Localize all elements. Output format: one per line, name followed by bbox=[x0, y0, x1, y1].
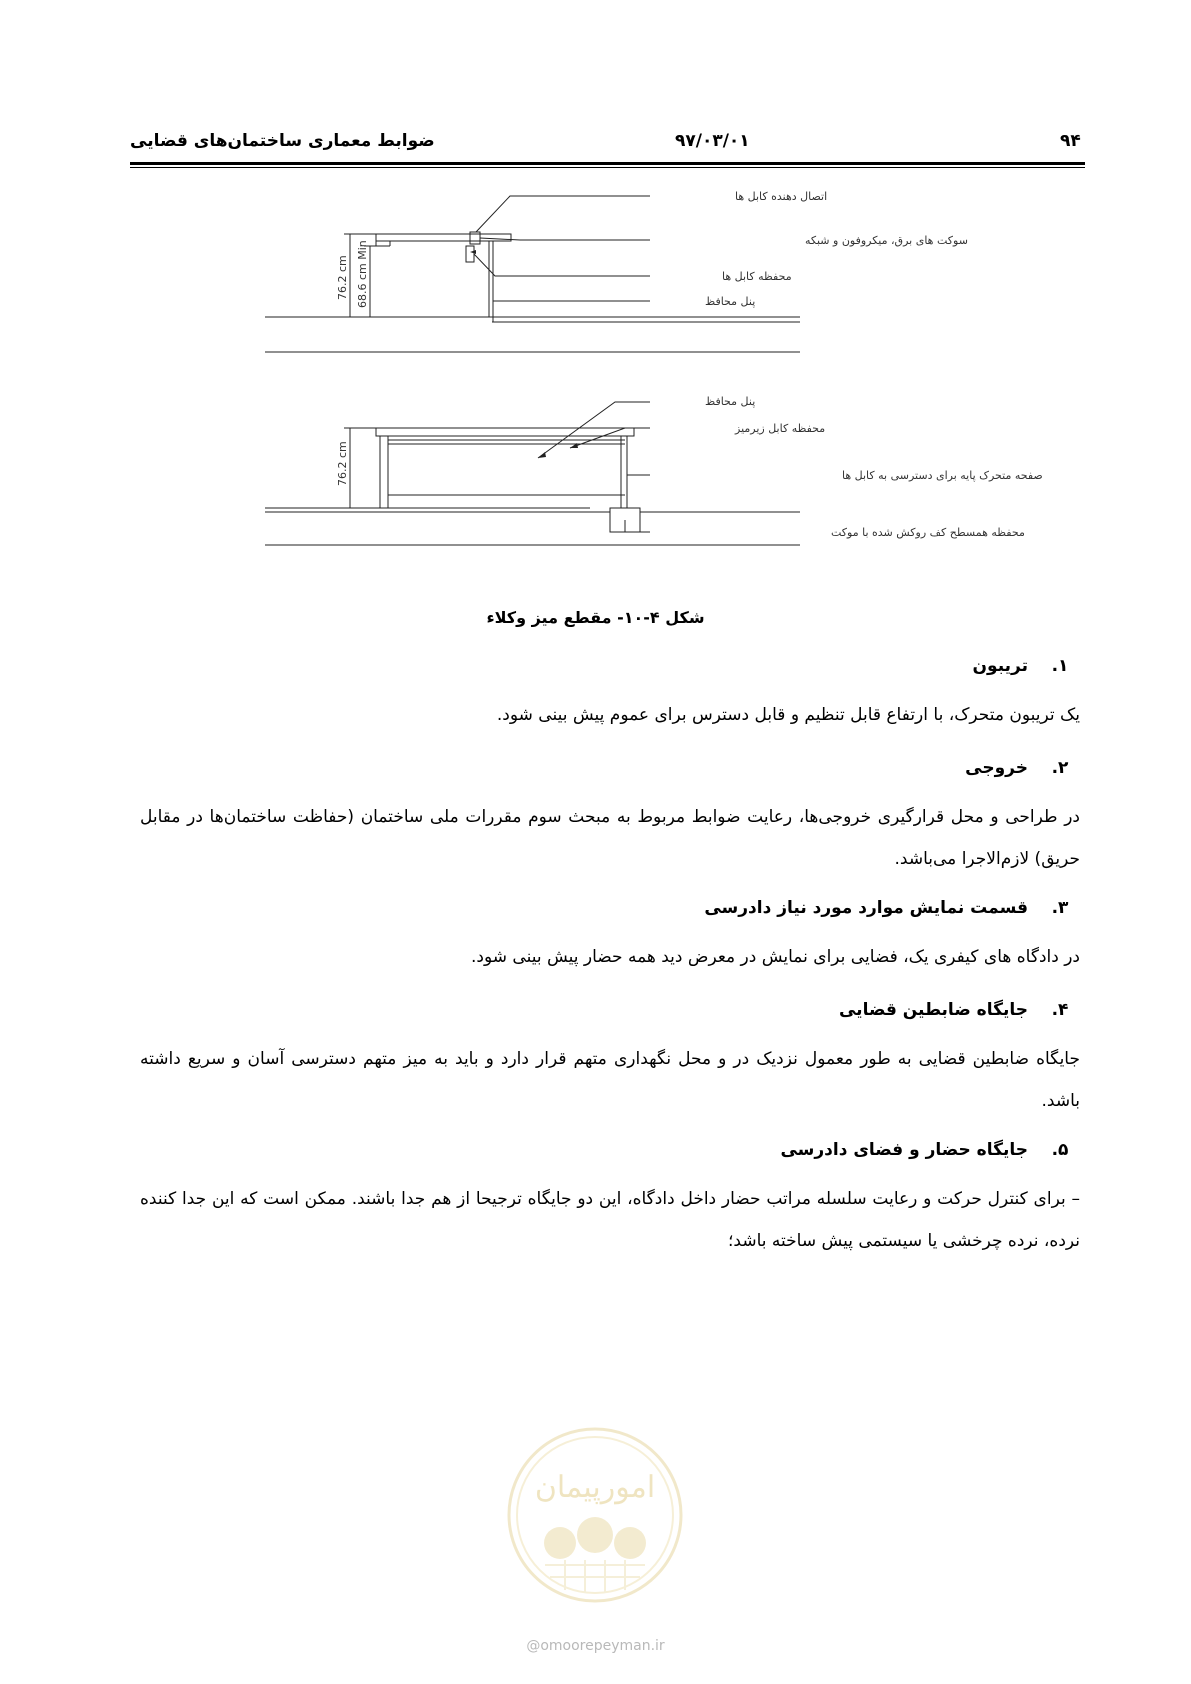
label-floor-box: محفظه همسطح کف روکش شده با موکت bbox=[831, 526, 1025, 539]
dim-bottom-height: 76.2 cm bbox=[336, 441, 349, 486]
section-heading-2: ۲.خروجی bbox=[965, 758, 1069, 778]
section-heading-4: ۴.جایگاه ضابطین قضایی bbox=[838, 1000, 1069, 1020]
dim-top-height: 76.2 cm bbox=[336, 255, 349, 300]
page-header bbox=[130, 131, 1088, 157]
section-heading-3: ۳.قسمت نمایش موارد مورد نیاز دادرسی bbox=[704, 898, 1069, 918]
label-protective-panel: پنل محافظ bbox=[705, 295, 756, 308]
label-bottom-panel: پنل محافظ bbox=[705, 395, 756, 408]
section-text-5: – برای کنترل حرکت و رعایت سلسله مراتب حضار داخل دادگاه، این دو جایگاه ترجیحا از هم جدا باشند. ممکن است که این جدا کننده نرده، نرده چرخشی یا سیستمی پیش ساخته باشد؛ bbox=[140, 1189, 1080, 1251]
label-cable-connector: اتصال دهنده کابل ها bbox=[735, 190, 828, 203]
section-drawing bbox=[280, 190, 1043, 590]
label-under-desk-box: محفظه کابل زیرمیز bbox=[735, 422, 826, 435]
label-movable-plate: صفحه متحرک پایه برای دسترسی به کابل ها bbox=[842, 469, 1043, 482]
section-text-3: در دادگاه های کیفری یک، فضایی برای نمایش در معرض دید همه حضار پیش بینی شود. bbox=[471, 947, 1080, 967]
watermark-url: @omoorepeyman.ir bbox=[526, 1638, 665, 1654]
header-rule-thin bbox=[130, 167, 1085, 168]
section-heading-5: ۵.جایگاه حضار و فضای دادرسی bbox=[780, 1140, 1069, 1160]
section-heading-1: ۱.تریبون bbox=[972, 656, 1069, 676]
dim-top-min: 68.6 cm Min bbox=[356, 240, 369, 308]
section-text-4: جایگاه ضابطین قضایی به طور معمول نزدیک در و محل نگهداری متهم قرار دارد و باید به میز متهم دسترسی آسان و سریع داشته باشد. bbox=[140, 1049, 1080, 1111]
header-rule-thick bbox=[130, 162, 1085, 165]
header-title: ضوابط معماری ساختمان‌های قضایی bbox=[130, 131, 435, 151]
label-cable-box: محفظه کابل ها bbox=[722, 270, 792, 283]
figure-desk-section bbox=[280, 190, 1043, 590]
watermark-logo-text: امورپیمان bbox=[534, 1470, 656, 1505]
section-text-2: در طراحی و محل قرارگیری خروجی‌ها، رعایت ضوابط مربوط به مبحث سوم مقررات ملی ساختمان (حفاظت ساختمان‌ها در مقابل حریق) لازم‌الاجرا می‌باشد. bbox=[140, 807, 1080, 869]
label-sockets: سوکت های برق، میکروفون و شبکه bbox=[805, 234, 968, 247]
watermark-logo bbox=[505, 1425, 685, 1605]
page-number: ۹۴ bbox=[1060, 131, 1081, 151]
header-date: ۹۷/۰۳/۰۱ bbox=[675, 131, 750, 151]
section-text-1: یک تریبون متحرک، با ارتفاع قابل تنظیم و قابل دسترس برای عموم پیش بینی شود. bbox=[496, 705, 1080, 725]
figure-caption: شکل ۴-۱۰- مقطع میز وکلاء bbox=[486, 608, 705, 627]
